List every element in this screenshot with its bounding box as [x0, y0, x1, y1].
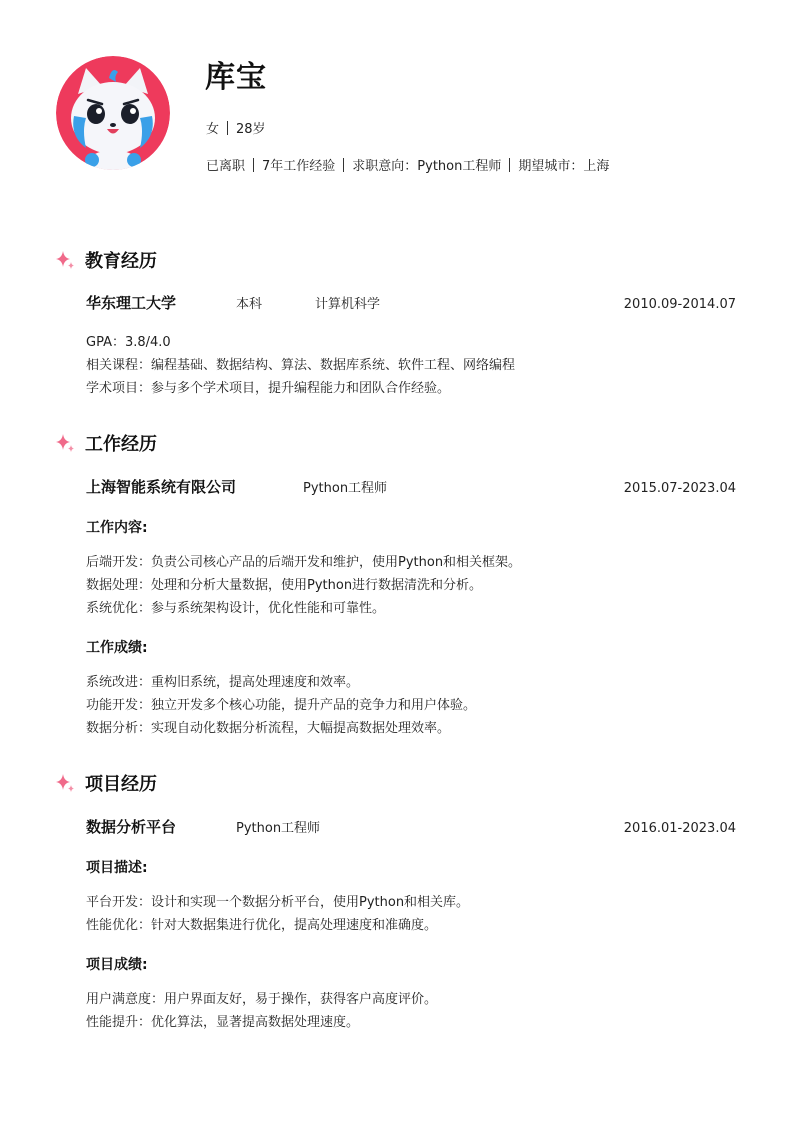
- project-result-title: 项目成绩:: [86, 957, 148, 973]
- text-line: 相关课程：编程基础、数据结构、算法、数据库系统、软件工程、网络编程: [86, 358, 516, 373]
- text-line: 数据处理：处理和分析大量数据，使用Python进行数据清洗和分析。: [86, 578, 483, 593]
- employment-status: 已离职: [206, 159, 246, 174]
- education-details: [86, 331, 515, 400]
- text-line: 后端开发：负责公司核心产品的后端开发和维护，使用Python和相关框架。: [86, 555, 522, 570]
- work-achievement-title: 工作成绩:: [86, 640, 148, 656]
- text-line: 性能优化：针对大数据集进行优化，提高处理速度和准确度。: [86, 918, 438, 933]
- project-name: 数据分析平台: [86, 818, 177, 836]
- divider: [253, 158, 254, 172]
- text-line: 系统改进：重构旧系统，提高处理速度和效率。: [86, 675, 360, 690]
- sparkle-icon: [55, 773, 75, 793]
- text-line: 平台开发：设计和实现一个数据分析平台，使用Python和相关库。: [86, 895, 470, 910]
- work-experience: 7年工作经验: [262, 159, 336, 174]
- section-work-header: [55, 430, 157, 456]
- work-achievements: [86, 671, 476, 740]
- education-date: 2010.09-2014.07: [623, 297, 736, 312]
- text-line: GPA：3.8/4.0: [86, 335, 171, 350]
- gender: 女: [206, 122, 220, 137]
- job-role: Python工程师: [303, 481, 388, 496]
- section-title: 工作经历: [85, 434, 157, 455]
- age: 28岁: [236, 122, 266, 137]
- project-date: 2016.01-2023.04: [623, 821, 736, 836]
- sparkle-icon: [55, 433, 75, 453]
- work-content-title: 工作内容:: [86, 520, 148, 536]
- project-role: Python工程师: [236, 821, 321, 836]
- project-row: [86, 816, 736, 837]
- project-results: [86, 988, 437, 1034]
- text-line: 学术项目：参与多个学术项目，提升编程能力和团队合作经验。: [86, 381, 451, 396]
- education-row: [86, 292, 736, 313]
- sparkle-icon: [55, 250, 75, 270]
- text-line: 用户满意度：用户界面友好，易于操作，获得客户高度评价。: [86, 992, 438, 1007]
- company-name: 上海智能系统有限公司: [86, 478, 237, 496]
- text-line: 功能开发：独立开发多个核心功能，提升产品的竞争力和用户体验。: [86, 698, 477, 713]
- text-line: 系统优化：参与系统架构设计，优化性能和可靠性。: [86, 601, 386, 616]
- job-intent: 求职意向：Python工程师: [352, 159, 502, 174]
- divider: [227, 121, 228, 135]
- work-date: 2015.07-2023.04: [623, 481, 736, 496]
- project-desc-title: 项目描述:: [86, 860, 148, 876]
- text-line: 性能提升：优化算法，显著提高数据处理速度。: [86, 1015, 360, 1030]
- section-project-header: [55, 770, 157, 796]
- avatar: [56, 56, 170, 170]
- section-education-header: [55, 247, 157, 273]
- section-title: 教育经历: [85, 251, 157, 272]
- candidate-name: 库宝: [205, 60, 267, 95]
- divider: [509, 158, 510, 172]
- school-name: 华东理工大学: [86, 294, 177, 312]
- major: 计算机科学: [315, 297, 381, 312]
- degree: 本科: [236, 297, 263, 312]
- work-row: [86, 476, 736, 497]
- project-desc: [86, 891, 469, 937]
- work-content: [86, 551, 521, 620]
- expected-city: 期望城市：上海: [518, 159, 610, 174]
- divider: [343, 158, 344, 172]
- basic-info: [206, 118, 266, 137]
- text-line: 数据分析：实现自动化数据分析流程，大幅提高数据处理效率。: [86, 721, 451, 736]
- job-info: [206, 155, 609, 174]
- section-title: 项目经历: [85, 774, 157, 795]
